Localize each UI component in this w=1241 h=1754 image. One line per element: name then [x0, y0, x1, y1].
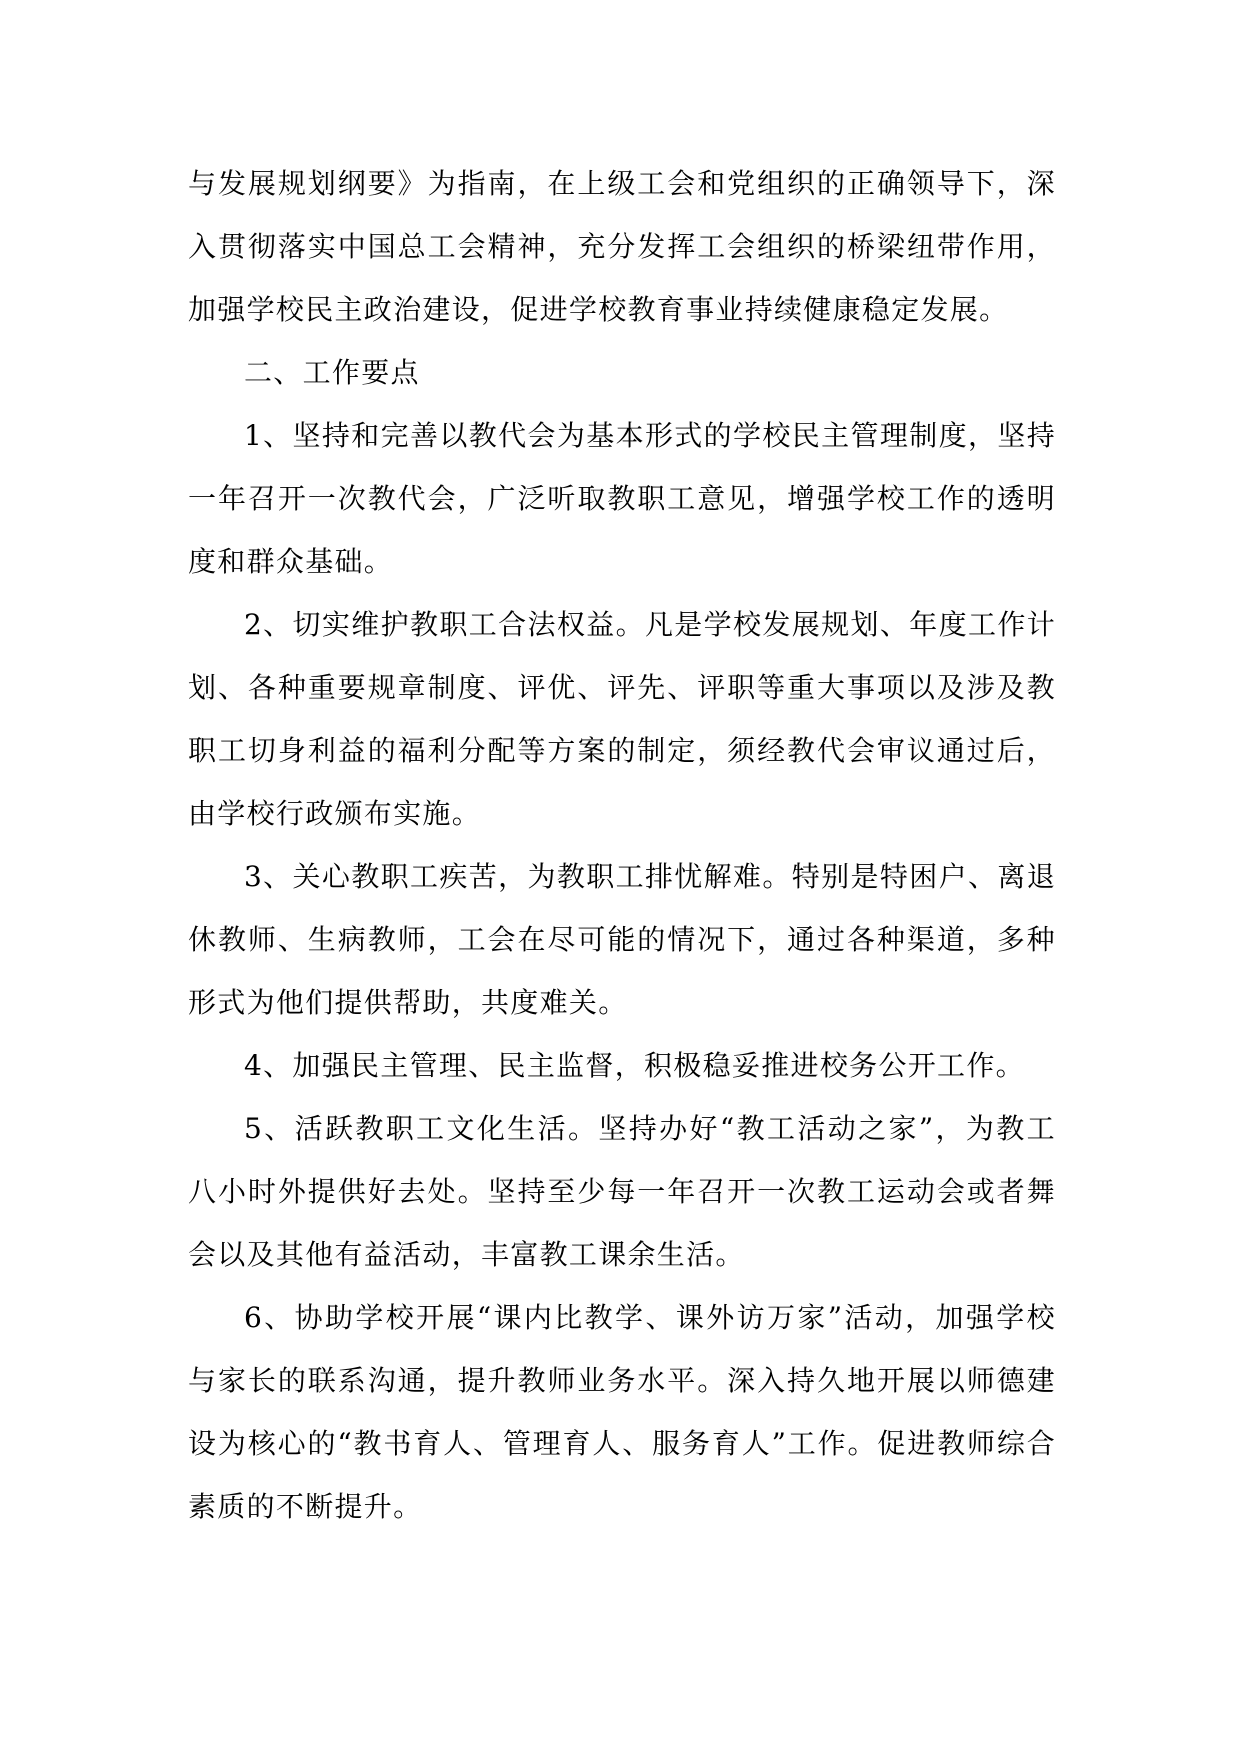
paragraph-point-2: 2、切实维护教职工合法权益。凡是学校发展规划、年度工作计划、各种重要规章制度、评优、评先、评职等重大事项以及涉及教职工切身利益的福利分配等方案的制定，须经教代会审议通过后，由学校行政颁布实施。 [188, 608, 1056, 830]
paragraph-point-1: 1、坚持和完善以教代会为基本形式的学校民主管理制度，坚持一年召开一次教代会，广泛听取教职工意见，增强学校工作的透明度和群众基础。 [188, 419, 1056, 578]
section-heading: 二、工作要点 [244, 356, 420, 389]
document-body [188, 152, 1056, 1538]
paragraph-point-3: 3、关心教职工疾苦，为教职工排忧解难。特别是特困户、离退休教师、生病教师，工会在尽可能的情况下，通过各种渠道，多种形式为他们提供帮助，共度难关。 [188, 860, 1056, 1019]
paragraph-point-4: 4、加强民主管理、民主监督，积极稳妥推进校务公开工作。 [244, 1049, 1025, 1082]
paragraph-point-5: 5、活跃教职工文化生活。坚持办好“教工活动之家”，为教工八小时外提供好去处。坚持至少每一年召开一次教工运动会或者舞会以及其他有益活动，丰富教工课余生活。 [188, 1112, 1056, 1271]
paragraph-point-6: 6、协助学校开展“课内比教学、课外访万家”活动，加强学校与家长的联系沟通，提升教师业务水平。深入持久地开展以师德建设为核心的“教书育人、管理育人、服务育人”工作。促进教师综合素质的不断提升。 [188, 1301, 1056, 1523]
paragraph-intro-continued: 与发展规划纲要》为指南，在上级工会和党组织的正确领导下，深入贯彻落实中国总工会精神，充分发挥工会组织的桥梁纽带作用，加强学校民主政治建设，促进学校教育事业持续健康稳定发展。 [188, 167, 1056, 326]
